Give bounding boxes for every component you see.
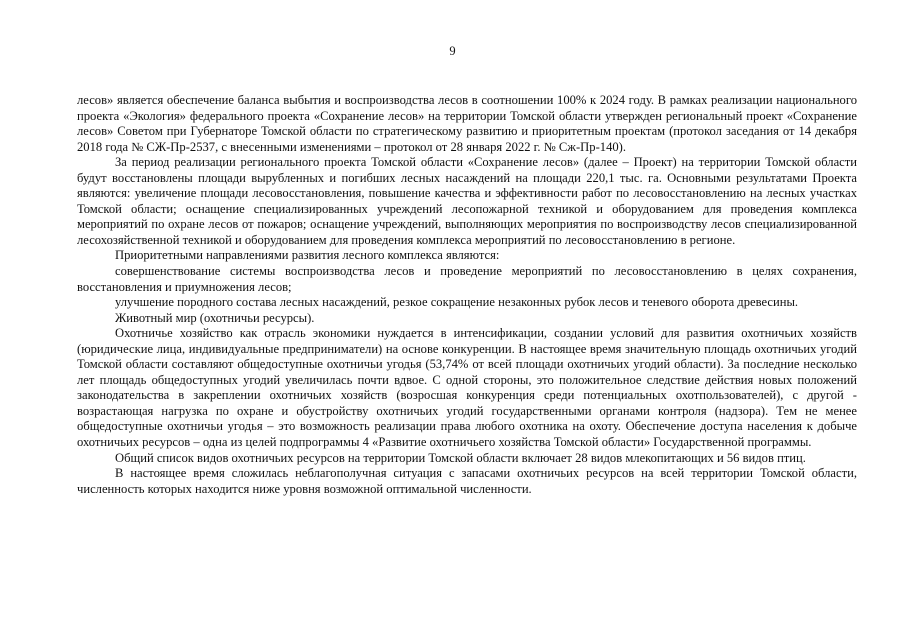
paragraph-wildlife-heading: Животный мир (охотничьи ресурсы).: [115, 310, 315, 325]
paragraph-priorities-intro: Приоритетными направлениями развития лесного комплекса являются:: [115, 248, 500, 263]
paragraph-forest-balance: лесов» является обеспечение баланса выбытия и воспроизводства лесов в соотношении 100% к 2024 году. В рамках реализации национального проекта «Экология» федерального проекта «Сохранение лесов» на территории Томской области утвержден региональный проект «Сохранение лесов» Советом при Губернаторе Томской области по стратегическому развитию и приоритетным проектам (протокол заседания от 14 декабря 2018 года № СЖ-Пр-2537, с внесенными изменениями – протокол от 28 января 2022 г. № Сж-Пр-140).: [77, 93, 857, 154]
page-number: 9: [449, 44, 456, 58]
paragraph-priority-reproduction: совершенствование системы воспроизводства лесов и проведение мероприятий по лесовосстановлению в целях сохранения, восстановления и приумножения лесов;: [77, 264, 857, 294]
paragraph-project-results: За период реализации регионального проекта Томской области «Сохранение лесов» (далее – Проект) на территории Томской области будут восстановлены площади вырубленных и погибших лесных насаждений на площади 220,1 тыс. га. Основными результатами Проекта являются: увеличение площади лесовосстановления, повышение качества и эффективности работ по лесовосстановлению на лесных участках Томской области; оснащение специализированных учреждений лесопожарной техникой и оборудованием для проведения комплекса мероприятий по охране лесов от пожаров; оснащение учреждений, выполняющих мероприятия по воспроизводству лесов специализированной лесохозяйственной техникой и оборудованием для проведения комплекса мероприятий по лесовосстановлению в регионе.: [77, 155, 857, 247]
paragraph-resources-situation: В настоящее время сложилась неблагополучная ситуация с запасами охотничьих ресурсов на всей территории Томской области, численность которых находится ниже уровня возможной оптимальной численности.: [77, 466, 857, 496]
paragraph-priority-composition: улучшение породного состава лесных насаждений, резкое сокращение незаконных рубок лесов и теневого оборота древесины.: [115, 295, 799, 310]
paragraph-species-list: Общий список видов охотничьих ресурсов на территории Томской области включает 28 видов млекопитающих и 56 видов птиц.: [115, 450, 806, 465]
paragraph-hunting-economy: Охотничье хозяйство как отрасль экономики нуждается в интенсификации, создании условий для развития охотничьих хозяйств (юридические лица, индивидуальные предприниматели) на основе конкуренции. В настоящее время значительную площадь охотничьих угодий Томской области составляют общедоступные охотничьи угодья (53,74% от всей площади охотничьих угодий области). За последние несколько лет площадь общедоступных угодий увеличилась почти вдвое. С одной стороны, это положительное следствие действия новых положений законодательства в закреплении охотничьих хозяйств (возросшая конкуренция среди потенциальных охотпользователей), с другой - возрастающая нагрузка по охране и обустройству охотничьих угодий государственными органами контроля (надзора). Тем не менее общедоступные охотничьи угодья – это возможность реализации права любого охотника на охоту. Обеспечение доступа населения к добыче охотничьих ресурсов – одна из целей подпрограммы 4 «Развитие охотничьего хозяйства Томской области» Государственной программы.: [77, 326, 857, 450]
document-body: [77, 93, 857, 497]
